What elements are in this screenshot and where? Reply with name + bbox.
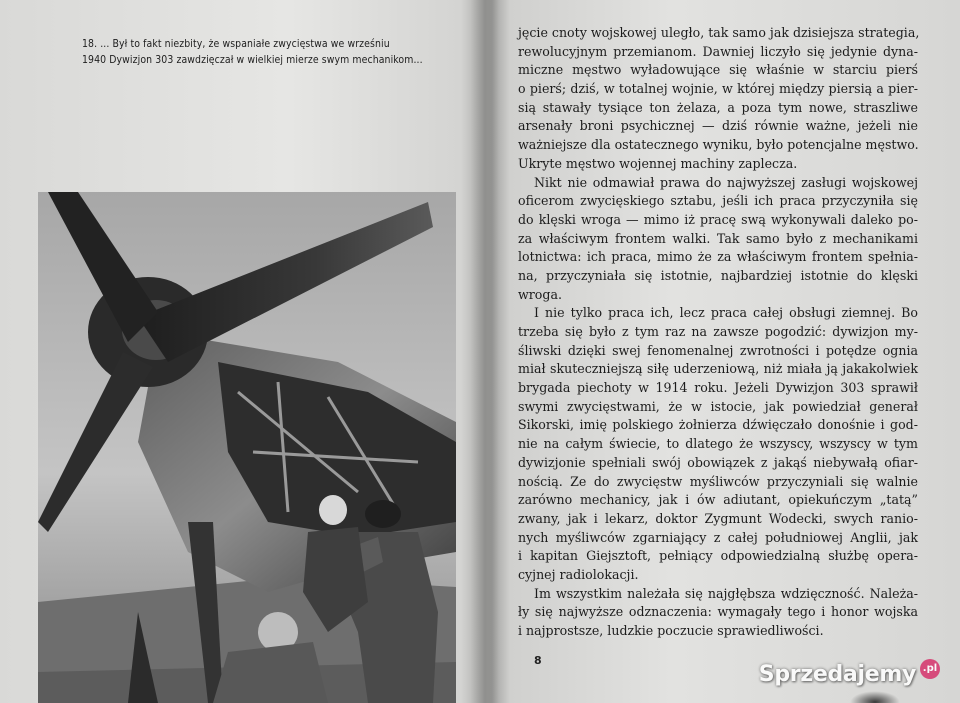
- watermark-logo: [759, 662, 940, 687]
- right-page: [490, 0, 960, 703]
- body-text: [518, 24, 918, 641]
- page-number: 8: [534, 654, 542, 667]
- page-corner-shadow: [850, 691, 900, 703]
- text-line: śliwski dzięki swej fenomenalnej zwrotności i potędze ognia: [518, 342, 918, 358]
- text-line: Sikorski, imię polskiego żołnierza dźwięczało donośnie i god-: [518, 417, 918, 433]
- photograph: [38, 192, 456, 703]
- caption-line: 18. ... Był to fakt niezbity, że wspaniałe zwycięstwa we wrześniu: [82, 38, 390, 50]
- text-line: miał skuteczniejszą siłę uderzeniową, niż miała ją jakakolwiek: [518, 361, 918, 377]
- text-line: miczne męstwo wyładowujące się właśnie w starciu pierś: [518, 62, 918, 78]
- text-line: rewolucyjnym przemianom. Dawniej liczyło się jedynie dyna-: [518, 43, 918, 59]
- text-line: nie na całym świecie, to dlatego że wszyscy, wszyscy w tym: [518, 436, 918, 452]
- text-line: Ukryte męstwo wojennej machiny zaplecza.: [518, 155, 798, 171]
- text-line: za właściwym frontem walki. Tak samo było z mechanikami: [518, 230, 918, 246]
- text-line: brygada piechoty w 1914 roku. Jeżeli Dywizjon 303 sprawił: [518, 380, 918, 396]
- text-line: oficerom zwycięskiego sztabu, jeśli ich praca przyczyniła się: [518, 193, 918, 209]
- text-line: zwany, jak i lekarz, doktor Zygmunt Wodecki, swych ranio-: [518, 510, 918, 526]
- text-line: nością. Ze do zwycięstw myśliwców przyczyniali się walnie: [518, 473, 918, 489]
- text-line: na, przyczyniała się istotnie, najbardziej istotnie do klęski: [518, 267, 918, 283]
- photo-caption: [82, 36, 428, 68]
- text-line: i kapitan Giejsztoft, pełniący odpowiedzialną służbę opera-: [518, 548, 918, 564]
- text-line: trzeba się było z tym raz na zawsze pogodzić: dywizjon my-: [518, 324, 918, 339]
- text-line: wroga.: [518, 286, 562, 302]
- text-line: do klęski wroga — mimo iż pracę swą wykonywali daleko po-: [518, 211, 918, 227]
- text-line: dywizjonie spełniali swój obowiązek z jakąś niebywałą ofiar-: [518, 454, 918, 470]
- text-line: jęcie cnoty wojskowej uległo, tak samo jak dzisiejsza strategia,: [518, 25, 920, 40]
- watermark-badge: .pl: [920, 659, 940, 679]
- text-line: o pierś; dziś, w totalnej wojnie, w której między piersią a pier-: [518, 81, 918, 97]
- text-line: I nie tylko praca ich, lecz praca całej obsługi ziemnej. Bo: [534, 305, 918, 321]
- text-line: swymi zwycięstwami, że w istocie, jak powiedział generał: [518, 398, 918, 414]
- text-line: sią stawały tysiące ton żelaza, a poza tym nowe, straszliwe: [518, 99, 918, 115]
- watermark-text: Sprzedajemy: [758, 662, 916, 687]
- text-line: ły się najwyższe odznaczenia: wymagały tego i honor wojska: [518, 604, 918, 620]
- text-line: i najprostsze, ludzkie poczucie sprawiedliwości.: [518, 623, 824, 638]
- text-line: Nikt nie odmawiał prawa do najwyższej zasługi wojskowej: [534, 174, 918, 190]
- text-line: lotnictwa: ich praca, mimo że za właściwym frontem spełnia-: [518, 249, 918, 265]
- text-line: Im wszystkim należała się najgłębsza wdzięczność. Należa-: [534, 585, 918, 601]
- text-line: arsenały broni psychicznej — dziś równie ważne, jeżeli nie: [518, 118, 918, 134]
- text-line: ważniejsze dla ostatecznego wyniku, było potencjalne męstwo.: [518, 137, 919, 153]
- text-line: nych myśliwców zgarniający z całej południowej Anglii, jak: [518, 529, 918, 545]
- text-line: zarówno mechanicy, jak i ów adiutant, opiekuńczym „tatą”: [518, 492, 918, 508]
- text-line: cyjnej radiolokacji.: [518, 566, 639, 582]
- photograph-spitfire-mechanics-icon: [38, 192, 456, 703]
- caption-line: 1940 Dywizjon 303 zawdzięczał w wielkiej mierze swym mechanikom...: [82, 54, 423, 66]
